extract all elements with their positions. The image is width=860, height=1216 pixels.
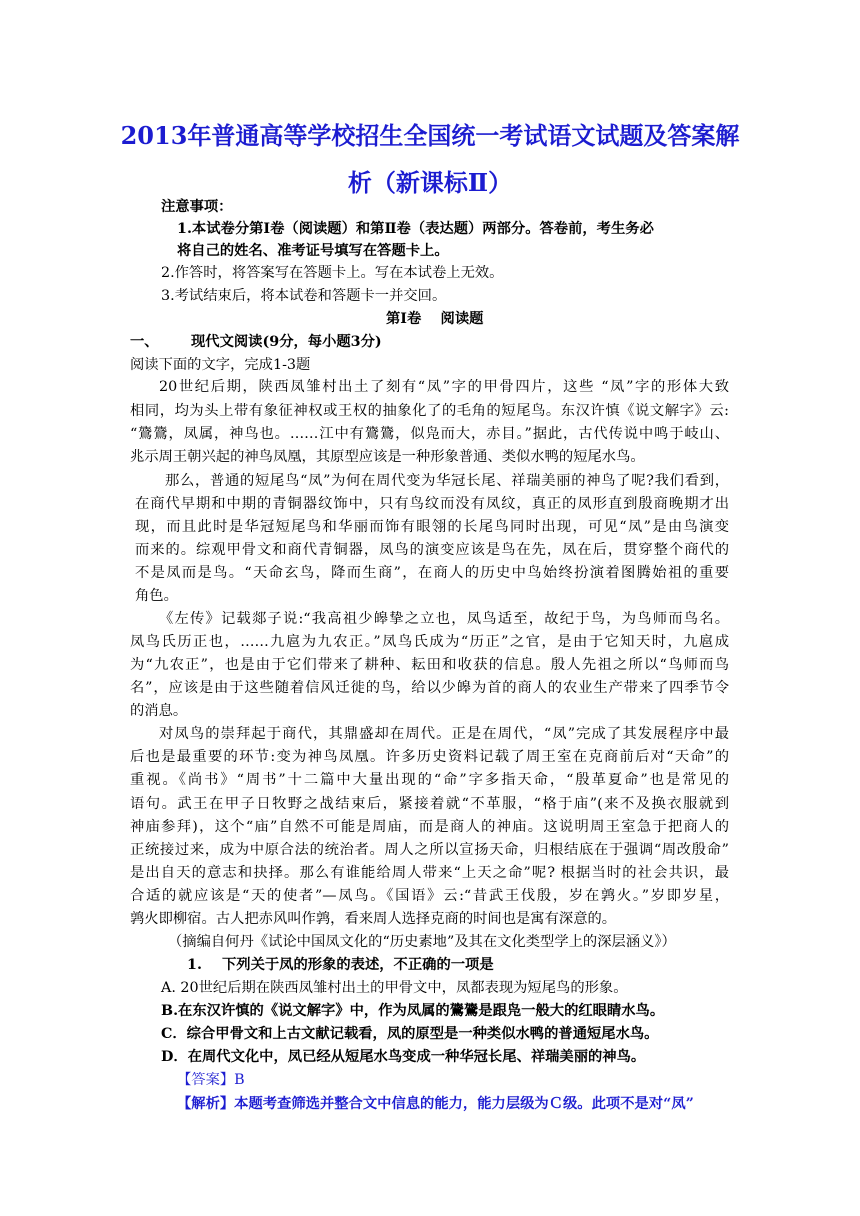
passage-line: 不是凤而是鸟。“天命玄鸟，降而生商”，在商人的历史中鸟始终扮演着图腾始祖的重要: [135, 565, 729, 581]
passage-line: 20世纪后期，陕西凤雏村出土了刻有“凤”字的甲骨四片，这些 “凤”字的形体大致: [159, 379, 729, 395]
passage-line: 重视。《尚书》“周书”十二篇中大量出现的“命”字多指天命，“殷革夏命”也是常见的: [130, 772, 729, 788]
passage-line: 后也是最重要的环节:变为神鸟凤凰。许多历史资料记载了周王室在克商前后对“天命”的: [130, 749, 729, 765]
passage-line: 合适的就应该是“天的使者”—凤鸟。《国语》云:“昔武王伐殷，岁在鹑火。”岁即岁星，: [130, 888, 729, 904]
passage-line: 凤鸟氏历正也，……九扈为九农正。”凤鸟氏成为“历正”之官，是由于它知天时，九扈成: [130, 634, 729, 650]
title-line-1: 2013年普通高等学校招生全国统一考试语文试题及答案解: [120, 121, 740, 150]
passage-line: 的消息。: [130, 703, 188, 719]
passage-line: 名”，应该是由于这些随着信风迁徙的鸟，给以少皞为首的商人的农业生产带来了四季节令: [130, 680, 729, 696]
question-number: 1.: [187, 957, 202, 973]
notice-item-3: 3.考试结束后，将本试卷和答题卡一并交回。: [161, 288, 447, 304]
notice-item-1-cont: 将自己的姓名、准考证号填写在答题卡上。: [177, 243, 449, 259]
notice-heading: 注意事项：: [161, 199, 233, 215]
passage-line: 鹑火即柳宿。古人把赤风叫作鹑，看来周人选择克商的时间也是寓有深意的。: [130, 911, 617, 927]
title-line-2: 析（新课标Ⅱ）: [347, 168, 513, 197]
passage-line: 相同，均为头上带有象征神权或王权的抽象化了的毛角的短尾鸟。东汉许慎《说文解字》云:: [130, 403, 729, 419]
passage-line: 兆示周王朝兴起的神鸟凤凰，其原型应该是一种形象普通、类似水鸭的短尾水鸟。: [130, 449, 645, 465]
analysis-text: 【解析】本题考查筛选并整合文中信息的能力，能力层级为Ｃ级。此项不是对“凤”: [177, 1096, 694, 1112]
passage-line: 而来的。综观甲骨文和商代青铜器，凤鸟的演变应该是鸟在先，凤在后，贯穿整个商代的: [135, 542, 729, 558]
option-c: C．综合甲骨文和上古文献记载看，凤的原型是一种类似水鸭的普通短尾水鸟。: [161, 1026, 659, 1042]
reading-instruction: 阅读下面的文字，完成1-3题: [130, 357, 311, 373]
answer-label: 【答案】B: [177, 1072, 245, 1088]
notice-item-2: 2.作答时，将答案写在答题卡上。写在本试卷上无效。: [161, 265, 504, 281]
passage-line: 正统接过来，成为中原合法的统治者。周人之所以宣扬天命，归根结底在于强调“周改殷命”: [130, 842, 729, 858]
part-number: 一、: [130, 334, 159, 350]
option-a: A. 20世纪后期在陕西凤雏村出土的甲骨文中，凤都表现为短尾鸟的形象。: [161, 980, 628, 996]
passage-line: 在商代早期和中期的青铜器纹饰中，只有鸟纹而没有凤纹，真正的凤形直到殷商晚期才出: [135, 496, 729, 512]
passage-line: 《左传》记载郯子说:“我高祖少皞挚之立也，凤鸟适至，故纪于鸟，为鸟师而鸟名。: [159, 611, 729, 627]
section-heading: 第Ⅰ卷 阅读题: [386, 311, 484, 327]
notice-item-1: 1.本试卷分第Ⅰ卷（阅读题）和第Ⅱ卷（表达题）两部分。答卷前，考生务必: [177, 221, 654, 237]
option-d: D．在周代文化中，凤已经从短尾水鸟变成一种华冠长尾、祥瑞美丽的神鸟。: [161, 1049, 646, 1065]
passage-line: 那么，普通的短尾鸟“凤”为何在周代变为华冠长尾、祥瑞美丽的神鸟了呢?我们看到，: [165, 473, 729, 489]
question-stem: 下列关于凤的形象的表述，不正确的一项是: [222, 957, 494, 973]
passage-line: 语句。武王在甲子日牧野之战结束后，紧接着就“不革服，“格于庙”(来不及换衣服就到: [130, 796, 729, 812]
passage-line: 为“九农正”，也是由于它们带来了耕种、耘田和收获的信息。殷人先祖之所以“鸟师而鸟: [130, 657, 729, 673]
passage-source: （摘编自何丹《试论中国凤文化的“历史素地”及其在文化类型学上的深层涵义》）: [168, 934, 676, 950]
passage-line: 是出自天的意志和抉择。那么有谁能给周人带来“上天之命”呢? 根据当时的社会共识，最: [130, 865, 729, 881]
passage-line: 神庙参拜)，这个“庙”自然不可能是周庙，而是商人的神庙。这说明周王室急于把商人的: [130, 819, 729, 835]
part-title: 现代文阅读(9分，每小题3分): [191, 334, 382, 350]
passage-line: 角色。: [135, 588, 178, 604]
passage-line: 对凤鸟的崇拜起于商代，其鼎盛却在周代。正是在周代，“凤”完成了其发展程序中最: [159, 726, 729, 742]
passage-line: “鷟鷟，凤属，神鸟也。……江中有鷟鷟，似凫而大，赤目。”据此，古代传说中鸣于岐山、: [130, 426, 729, 442]
option-b: B.在东汉许慎的《说文解字》中，作为凤属的鷟鷟是跟凫一般大的红眼睛水鸟。: [161, 1003, 665, 1019]
passage-line: 现，而且此时是华冠短尾鸟和华丽而饰有眼翎的长尾鸟同时出现，可见“凤”是由鸟演变: [135, 519, 729, 535]
document-title: [100, 112, 760, 206]
